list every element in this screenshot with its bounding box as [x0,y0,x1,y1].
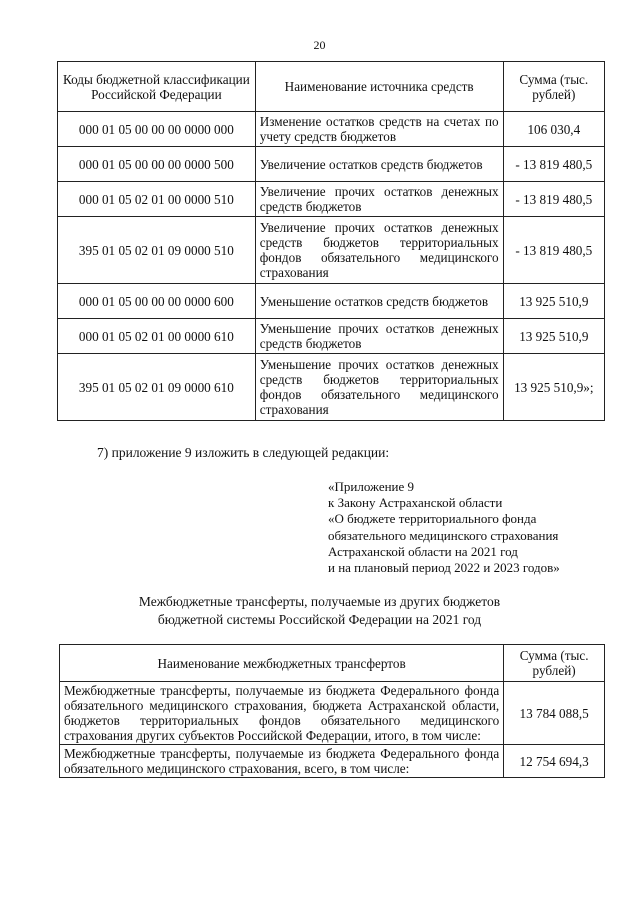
amount: 13 925 510,9 [503,284,604,319]
transfers-table [59,644,605,778]
amount: - 13 819 480,5 [503,182,604,217]
header-codes: Коды бюджетной классификации Российской Федерации [58,62,256,112]
table-row [58,319,605,354]
page-number: 20 [313,38,326,52]
title-line: Межбюджетные трансферты, получаемые из других бюджетов [138,594,501,609]
appendix-header [328,479,560,576]
source-name: Увеличение прочих остатков денежных средств бюджетов [255,182,503,217]
header-sum: Сумма (тыс. рублей) [503,62,604,112]
amount: 13 925 510,9»; [503,354,604,421]
amount: 12 754 694,3 [504,745,605,778]
table-row [58,354,605,421]
budget-code: 395 01 05 02 01 09 0000 610 [58,354,256,421]
source-name: Уменьшение прочих остатков денежных средств бюджетов [255,319,503,354]
table-header-row [60,645,605,682]
source-name: Изменение остатков средств на счетах по учету средств бюджетов [255,112,503,147]
source-name: Уменьшение остатков средств бюджетов [255,284,503,319]
header-transfer-name: Наименование межбюджетных трансфертов [60,645,504,682]
appendix-line: «Приложение 9 [328,479,415,494]
appendix-line: и на плановый период 2022 и 2023 годов» [328,560,560,576]
budget-code: 395 01 05 02 01 09 0000 510 [58,217,256,284]
paragraph-7: 7) приложение 9 изложить в следующей редакции: [97,445,390,460]
header-sum: Сумма (тыс. рублей) [504,645,605,682]
table-row [58,147,605,182]
table-row [60,745,605,778]
table-row [58,112,605,147]
title-line: бюджетной системы Российской Федерации на 2021 год [157,612,482,627]
budget-code: 000 01 05 00 00 00 0000 000 [58,112,256,147]
amount: 13 925 510,9 [503,319,604,354]
header-source-name: Наименование источника средств [255,62,503,112]
table-row [58,217,605,284]
budget-code: 000 01 05 02 01 00 0000 510 [58,182,256,217]
budget-code: 000 01 05 00 00 00 0000 500 [58,147,256,182]
amount: - 13 819 480,5 [503,147,604,182]
sources-table [57,61,605,421]
appendix-line: «О бюджете территориального фонда [328,511,537,527]
amount: 13 784 088,5 [504,682,605,745]
amount: - 13 819 480,5 [503,217,604,284]
amount: 106 030,4 [503,112,604,147]
appendix-line: Астраханской области на 2021 год [328,543,518,559]
source-name: Увеличение прочих остатков денежных средств бюджетов территориальных фондов обязательного медицинского страхования [255,217,503,284]
transfer-name: Межбюджетные трансферты, получаемые из бюджета Федерального фонда обязательного медицинского страхования, всего, в том числе: [60,745,504,778]
appendix-line: обязательного медицинского страхования [328,527,559,543]
transfer-name: Межбюджетные трансферты, получаемые из бюджета Федерального фонда обязательного медицинского страхования, бюджета Астраханской области, бюджетов территориальных фондов обязательного медицинского страхования других субъектов Российской Федерации, итого, в том числе: [60,682,504,745]
budget-code: 000 01 05 00 00 00 0000 600 [58,284,256,319]
budget-code: 000 01 05 02 01 00 0000 610 [58,319,256,354]
section-title [0,593,639,629]
appendix-line: к Закону Астраханской области [328,495,503,511]
table-row [58,182,605,217]
source-name: Уменьшение прочих остатков денежных средств бюджетов территориальных фондов обязательного медицинского страхования [255,354,503,421]
source-name: Увеличение остатков средств бюджетов [255,147,503,182]
table-row [60,682,605,745]
table-header-row [58,62,605,112]
table-row [58,284,605,319]
